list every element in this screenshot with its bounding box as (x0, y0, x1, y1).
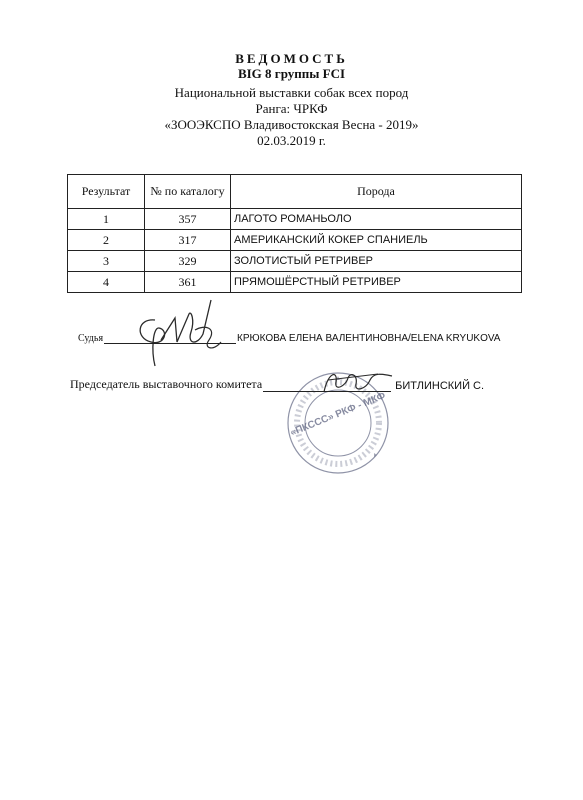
document-title: ВЕДОМОСТЬ (235, 51, 348, 66)
judge-name: КРЮКОВА ЕЛЕНА ВАЛЕНТИНОВНА/ELENA KRYUKOVA (237, 333, 501, 344)
judge-signature-line (104, 334, 236, 344)
show-rank: Ранга: ЧРКФ (255, 101, 328, 116)
chair-name: БИТЛИНСКИЙ С. (395, 380, 485, 392)
show-type: Национальной выставки собак всех пород (174, 85, 409, 100)
result-cell: 4 (68, 272, 145, 293)
judge-signature (125, 280, 235, 370)
chair-signature-line (263, 381, 391, 392)
table-row (68, 230, 522, 251)
chair-label: Председатель выставочного комитета (70, 377, 263, 391)
breed-cell: ЗОЛОТИСТЫЙ РЕТРИВЕР (231, 251, 522, 272)
catalog-cell: 361 (145, 272, 231, 293)
breed-cell: ПРЯМОШЁРСТНЫЙ РЕТРИВЕР (231, 272, 522, 293)
chair-line (70, 377, 484, 392)
breed-cell: ЛАГОТО РОМАНЬОЛО (231, 209, 522, 230)
col-header-catalog: № по каталогу (145, 175, 231, 209)
table-row (68, 251, 522, 272)
event-date: 02.03.2019 г. (257, 133, 326, 148)
results-table (67, 174, 522, 293)
result-cell: 1 (68, 209, 145, 230)
breed-cell: АМЕРИКАНСКИЙ КОКЕР СПАНИЕЛЬ (231, 230, 522, 251)
result-cell: 3 (68, 251, 145, 272)
result-cell: 2 (68, 230, 145, 251)
table-header-row (68, 175, 522, 209)
judge-line (78, 333, 500, 344)
catalog-cell: 317 (145, 230, 231, 251)
judge-label: Судья (78, 333, 104, 344)
table-row (68, 209, 522, 230)
catalog-cell: 329 (145, 251, 231, 272)
col-header-breed: Порода (231, 175, 522, 209)
group-heading: BIG 8 группы FCI (237, 66, 346, 81)
col-header-result: Результат (68, 175, 145, 209)
stamp-center-text: «ПКССС» РКФ - МКФ (288, 390, 388, 439)
catalog-cell: 357 (145, 209, 231, 230)
event-name: «ЗООЭКСПО Владивостокская Весна - 2019» (164, 117, 419, 132)
